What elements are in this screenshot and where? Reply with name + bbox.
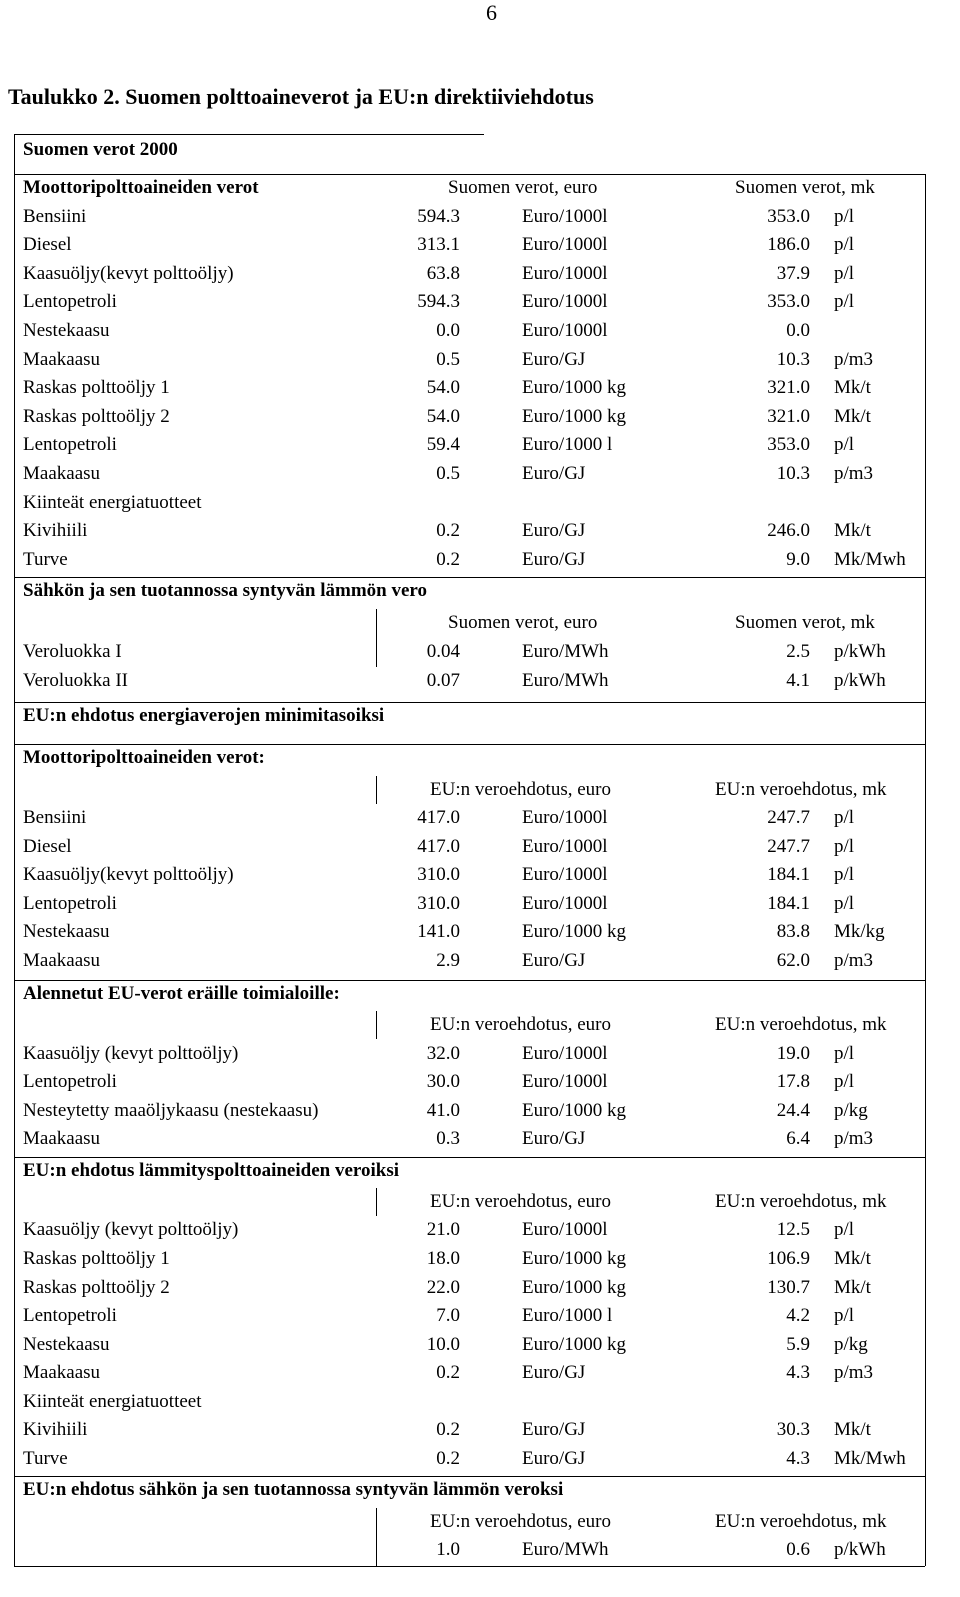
row-label: Kiinteät energiatuotteet xyxy=(23,1391,202,1412)
row-label: Lentopetroli xyxy=(23,1305,117,1326)
value-mk: 4.1 xyxy=(786,670,810,691)
table-row xyxy=(0,1331,960,1359)
section-heading: Sähkön ja sen tuotannossa syntyvän lämmön vero xyxy=(23,580,428,601)
unit-euro: Euro/1000l xyxy=(522,1043,608,1064)
unit-euro: Euro/GJ xyxy=(522,1448,586,1469)
value-euro: 2.9 xyxy=(436,950,460,971)
row-label: Raskas polttoöljy 1 xyxy=(23,377,170,398)
unit-euro: Euro/1000l xyxy=(522,864,608,885)
row-label: Nestekaasu xyxy=(23,1334,110,1355)
value-euro: 22.0 xyxy=(426,1277,460,1298)
value-euro: 0.2 xyxy=(436,520,460,541)
value-mk: 4.2 xyxy=(786,1305,810,1326)
column-header-row xyxy=(0,1508,960,1536)
section-heading-row xyxy=(0,1476,960,1504)
column-header-mk: EU:n veroehdotus, mk xyxy=(715,1191,887,1212)
table-title: Taulukko 2. Suomen polttoaineverot ja EU:n direktiiviehdotus xyxy=(8,84,594,109)
value-euro: 59.4 xyxy=(426,434,460,455)
section-heading: EU:n ehdotus energiaverojen minimitasoiksi xyxy=(23,705,385,726)
value-mk: 247.7 xyxy=(767,807,810,828)
unit-mk: p/l xyxy=(834,291,855,312)
unit-euro: Euro/1000 kg xyxy=(522,377,626,398)
table-row xyxy=(0,403,960,431)
table-row xyxy=(0,1416,960,1444)
unit-euro: Euro/1000l xyxy=(522,1071,608,1092)
unit-mk: p/l xyxy=(834,1305,855,1326)
table-border-right xyxy=(925,174,926,1566)
row-label: Maakaasu xyxy=(23,463,101,484)
section-heading-row xyxy=(0,136,960,164)
table-row xyxy=(0,546,960,574)
unit-mk: p/l xyxy=(834,1219,855,1240)
value-euro: 63.8 xyxy=(426,263,460,284)
unit-mk: p/l xyxy=(834,864,855,885)
row-label: Maakaasu xyxy=(23,950,101,971)
row-label: Nestekaasu xyxy=(23,320,110,341)
unit-mk: p/m3 xyxy=(834,463,874,484)
table-row xyxy=(0,861,960,889)
row-label: Moottoripolttoaineiden verot xyxy=(23,177,259,198)
column-header-mk: EU:n veroehdotus, mk xyxy=(715,779,887,800)
unit-euro: Euro/1000 l xyxy=(522,434,613,455)
value-euro: 0.5 xyxy=(436,349,460,370)
column-rule xyxy=(376,1188,377,1216)
value-mk: 9.0 xyxy=(786,549,810,570)
unit-mk: Mk/Mwh xyxy=(834,549,906,570)
table-row xyxy=(0,203,960,231)
value-euro: 41.0 xyxy=(426,1100,460,1121)
column-header-euro: Suomen verot, euro xyxy=(448,612,598,633)
column-header-mk: Suomen verot, mk xyxy=(735,177,875,198)
value-mk: 106.9 xyxy=(767,1248,810,1269)
table-row xyxy=(0,1068,960,1096)
table-border-top xyxy=(14,134,484,135)
section-rule xyxy=(14,577,925,578)
table-row xyxy=(0,1536,960,1564)
unit-euro: Euro/1000 kg xyxy=(522,1100,626,1121)
value-mk: 10.3 xyxy=(776,349,810,370)
table-row xyxy=(0,517,960,545)
table-row xyxy=(0,1125,960,1153)
unit-mk: p/l xyxy=(834,1043,855,1064)
unit-mk: p/l xyxy=(834,807,855,828)
table-row xyxy=(0,346,960,374)
value-mk: 247.7 xyxy=(767,836,810,857)
row-label: Nesteytetty maaöljykaasu (nestekaasu) xyxy=(23,1100,319,1121)
unit-mk: p/m3 xyxy=(834,950,874,971)
unit-euro: Euro/1000l xyxy=(522,893,608,914)
row-label: Maakaasu xyxy=(23,349,101,370)
row-label: Veroluokka I xyxy=(23,641,122,662)
unit-mk: Mk/t xyxy=(834,406,871,427)
table-border-bottom xyxy=(14,1566,925,1567)
row-label: Kiinteät energiatuotteet xyxy=(23,492,202,513)
table-row xyxy=(0,1216,960,1244)
row-label: Raskas polttoöljy 2 xyxy=(23,406,170,427)
value-mk: 30.3 xyxy=(776,1419,810,1440)
unit-mk: Mk/t xyxy=(834,520,871,541)
row-label: Kivihiili xyxy=(23,1419,88,1440)
column-header-mk: Suomen verot, mk xyxy=(735,612,875,633)
value-euro: 30.0 xyxy=(426,1071,460,1092)
unit-mk: p/kg xyxy=(834,1100,868,1121)
unit-mk: p/kWh xyxy=(834,641,886,662)
unit-mk: p/l xyxy=(834,234,855,255)
value-euro: 310.0 xyxy=(417,864,460,885)
row-label: Raskas polttoöljy 1 xyxy=(23,1248,170,1269)
row-label: Diesel xyxy=(23,234,72,255)
table-row xyxy=(0,1245,960,1273)
table-row xyxy=(0,1097,960,1125)
unit-mk: p/l xyxy=(834,434,855,455)
value-euro: 310.0 xyxy=(417,893,460,914)
unit-mk: Mk/kg xyxy=(834,921,885,942)
unit-euro: Euro/1000l xyxy=(522,206,608,227)
value-mk: 5.9 xyxy=(786,1334,810,1355)
row-label: Diesel xyxy=(23,836,72,857)
unit-euro: Euro/GJ xyxy=(522,520,586,541)
row-label: Veroluokka II xyxy=(23,670,128,691)
value-mk: 353.0 xyxy=(767,206,810,227)
value-mk: 321.0 xyxy=(767,377,810,398)
value-euro: 7.0 xyxy=(436,1305,460,1326)
unit-euro: Euro/GJ xyxy=(522,1419,586,1440)
value-euro: 594.3 xyxy=(417,206,460,227)
table-row xyxy=(0,317,960,345)
unit-euro: Euro/MWh xyxy=(522,670,609,691)
row-label: Maakaasu xyxy=(23,1362,101,1383)
row-label: Kaasuöljy (kevyt polttoöljy) xyxy=(23,1219,239,1240)
unit-mk: p/kg xyxy=(834,1334,868,1355)
unit-euro: Euro/GJ xyxy=(522,549,586,570)
section-heading: Alennetut EU-verot eräille toimialoille: xyxy=(23,983,340,1004)
unit-mk: p/l xyxy=(834,263,855,284)
value-mk: 353.0 xyxy=(767,291,810,312)
unit-euro: Euro/GJ xyxy=(522,349,586,370)
row-label: Maakaasu xyxy=(23,1128,101,1149)
unit-euro: Euro/1000l xyxy=(522,320,608,341)
value-euro: 32.0 xyxy=(426,1043,460,1064)
table-row xyxy=(0,288,960,316)
section-heading-row xyxy=(0,980,960,1008)
unit-mk: p/m3 xyxy=(834,349,874,370)
table-row xyxy=(0,374,960,402)
column-header-euro: EU:n veroehdotus, euro xyxy=(430,779,611,800)
section-heading: EU:n ehdotus lämmityspolttoaineiden veroiksi xyxy=(23,1160,399,1181)
table-row xyxy=(0,1274,960,1302)
value-euro: 0.2 xyxy=(436,549,460,570)
unit-mk: p/m3 xyxy=(834,1362,874,1383)
table-row xyxy=(0,460,960,488)
table-row xyxy=(0,489,960,517)
section-heading-row xyxy=(0,1157,960,1185)
page-number: 6 xyxy=(486,0,497,25)
column-header-row xyxy=(0,609,960,637)
unit-euro: Euro/MWh xyxy=(522,641,609,662)
unit-mk: p/l xyxy=(834,206,855,227)
row-label: Turve xyxy=(23,1448,68,1469)
row-label: Lentopetroli xyxy=(23,291,117,312)
unit-euro: Euro/1000 kg xyxy=(522,921,626,942)
value-euro: 18.0 xyxy=(426,1248,460,1269)
table-row xyxy=(0,1040,960,1068)
value-mk: 4.3 xyxy=(786,1448,810,1469)
value-mk: 6.4 xyxy=(786,1128,810,1149)
value-mk: 19.0 xyxy=(776,1043,810,1064)
value-euro: 0.2 xyxy=(436,1419,460,1440)
value-euro: 0.2 xyxy=(436,1362,460,1383)
column-header-mk: EU:n veroehdotus, mk xyxy=(715,1014,887,1035)
table-row xyxy=(0,918,960,946)
section-rule xyxy=(14,702,925,703)
unit-euro: Euro/MWh xyxy=(522,1539,609,1560)
value-mk: 83.8 xyxy=(776,921,810,942)
row-label: Kaasuöljy(kevyt polttoöljy) xyxy=(23,864,234,885)
value-euro: 0.5 xyxy=(436,463,460,484)
table-row xyxy=(0,431,960,459)
value-mk: 0.0 xyxy=(786,320,810,341)
unit-euro: Euro/1000l xyxy=(522,263,608,284)
unit-mk: p/kWh xyxy=(834,1539,886,1560)
value-mk: 186.0 xyxy=(767,234,810,255)
unit-euro: Euro/GJ xyxy=(522,1128,586,1149)
section-heading: Suomen verot 2000 xyxy=(23,139,178,160)
unit-euro: Euro/1000l xyxy=(522,234,608,255)
value-mk: 2.5 xyxy=(786,641,810,662)
value-euro: 0.0 xyxy=(436,320,460,341)
value-euro: 54.0 xyxy=(426,377,460,398)
column-rule xyxy=(376,1011,377,1039)
value-mk: 10.3 xyxy=(776,463,810,484)
unit-euro: Euro/1000 kg xyxy=(522,1334,626,1355)
column-header-euro: EU:n veroehdotus, euro xyxy=(430,1191,611,1212)
value-euro: 1.0 xyxy=(436,1539,460,1560)
value-euro: 417.0 xyxy=(417,836,460,857)
table-row xyxy=(0,890,960,918)
column-header-row xyxy=(0,174,960,202)
table-row xyxy=(0,1388,960,1416)
column-header-row xyxy=(0,1188,960,1216)
unit-mk: p/kWh xyxy=(834,670,886,691)
row-label: Kivihiili xyxy=(23,520,88,541)
column-rule xyxy=(376,1508,377,1566)
table-row xyxy=(0,804,960,832)
column-header-euro: EU:n veroehdotus, euro xyxy=(430,1014,611,1035)
value-mk: 12.5 xyxy=(776,1219,810,1240)
row-label: Turve xyxy=(23,549,68,570)
unit-euro: Euro/1000 kg xyxy=(522,1248,626,1269)
value-euro: 0.3 xyxy=(436,1128,460,1149)
value-euro: 313.1 xyxy=(417,234,460,255)
row-label: Bensiini xyxy=(23,206,87,227)
row-label: Lentopetroli xyxy=(23,434,117,455)
column-header-row xyxy=(0,1011,960,1039)
section-heading: EU:n ehdotus sähkön ja sen tuotannossa syntyvän lämmön veroksi xyxy=(23,1479,564,1500)
row-label: Raskas polttoöljy 2 xyxy=(23,1277,170,1298)
section-heading: Moottoripolttoaineiden verot: xyxy=(23,747,265,768)
section-rule xyxy=(14,1157,925,1158)
value-euro: 0.04 xyxy=(426,641,460,662)
value-euro: 0.2 xyxy=(436,1448,460,1469)
row-label: Kaasuöljy(kevyt polttoöljy) xyxy=(23,263,234,284)
column-header-row xyxy=(0,776,960,804)
unit-euro: Euro/GJ xyxy=(522,1362,586,1383)
unit-euro: Euro/1000 l xyxy=(522,1305,613,1326)
row-label: Lentopetroli xyxy=(23,893,117,914)
value-mk: 0.6 xyxy=(786,1539,810,1560)
unit-euro: Euro/1000 kg xyxy=(522,1277,626,1298)
unit-mk: Mk/t xyxy=(834,377,871,398)
unit-mk: p/l xyxy=(834,1071,855,1092)
row-label: Nestekaasu xyxy=(23,921,110,942)
value-euro: 141.0 xyxy=(417,921,460,942)
table-row xyxy=(0,1302,960,1330)
value-euro: 54.0 xyxy=(426,406,460,427)
unit-euro: Euro/1000l xyxy=(522,291,608,312)
unit-mk: Mk/t xyxy=(834,1419,871,1440)
value-mk: 37.9 xyxy=(776,263,810,284)
table-row xyxy=(0,638,960,666)
unit-euro: Euro/1000l xyxy=(522,807,608,828)
column-rule xyxy=(376,776,377,804)
section-rule xyxy=(14,174,925,175)
section-heading-row xyxy=(0,744,960,772)
value-euro: 10.0 xyxy=(426,1334,460,1355)
section-heading-row xyxy=(0,702,960,730)
column-rule xyxy=(376,609,377,667)
value-mk: 24.4 xyxy=(776,1100,810,1121)
value-euro: 417.0 xyxy=(417,807,460,828)
table-row xyxy=(0,667,960,695)
value-mk: 321.0 xyxy=(767,406,810,427)
value-euro: 0.07 xyxy=(426,670,460,691)
unit-mk: p/l xyxy=(834,893,855,914)
value-mk: 4.3 xyxy=(786,1362,810,1383)
section-rule xyxy=(14,744,925,745)
section-rule xyxy=(14,980,925,981)
unit-mk: Mk/Mwh xyxy=(834,1448,906,1469)
row-label: Bensiini xyxy=(23,807,87,828)
unit-euro: Euro/1000 kg xyxy=(522,406,626,427)
value-mk: 184.1 xyxy=(767,864,810,885)
value-mk: 130.7 xyxy=(767,1277,810,1298)
column-header-euro: EU:n veroehdotus, euro xyxy=(430,1511,611,1532)
unit-mk: Mk/t xyxy=(834,1248,871,1269)
table-border-left xyxy=(14,134,15,1566)
unit-mk: p/l xyxy=(834,836,855,857)
value-mk: 353.0 xyxy=(767,434,810,455)
table-row xyxy=(0,1359,960,1387)
unit-euro: Euro/1000l xyxy=(522,1219,608,1240)
section-heading-row xyxy=(0,577,960,605)
unit-euro: Euro/GJ xyxy=(522,950,586,971)
value-euro: 21.0 xyxy=(426,1219,460,1240)
section-rule xyxy=(14,1476,925,1477)
value-mk: 184.1 xyxy=(767,893,810,914)
unit-euro: Euro/1000l xyxy=(522,836,608,857)
table-row xyxy=(0,1445,960,1473)
table-row xyxy=(0,260,960,288)
row-label: Lentopetroli xyxy=(23,1071,117,1092)
value-mk: 17.8 xyxy=(776,1071,810,1092)
row-label: Kaasuöljy (kevyt polttoöljy) xyxy=(23,1043,239,1064)
unit-mk: p/m3 xyxy=(834,1128,874,1149)
table-row xyxy=(0,231,960,259)
column-header-euro: Suomen verot, euro xyxy=(448,177,598,198)
value-mk: 246.0 xyxy=(767,520,810,541)
table-row xyxy=(0,947,960,975)
column-header-mk: EU:n veroehdotus, mk xyxy=(715,1511,887,1532)
unit-euro: Euro/GJ xyxy=(522,463,586,484)
table-row xyxy=(0,833,960,861)
value-euro: 594.3 xyxy=(417,291,460,312)
unit-mk: Mk/t xyxy=(834,1277,871,1298)
value-mk: 62.0 xyxy=(776,950,810,971)
